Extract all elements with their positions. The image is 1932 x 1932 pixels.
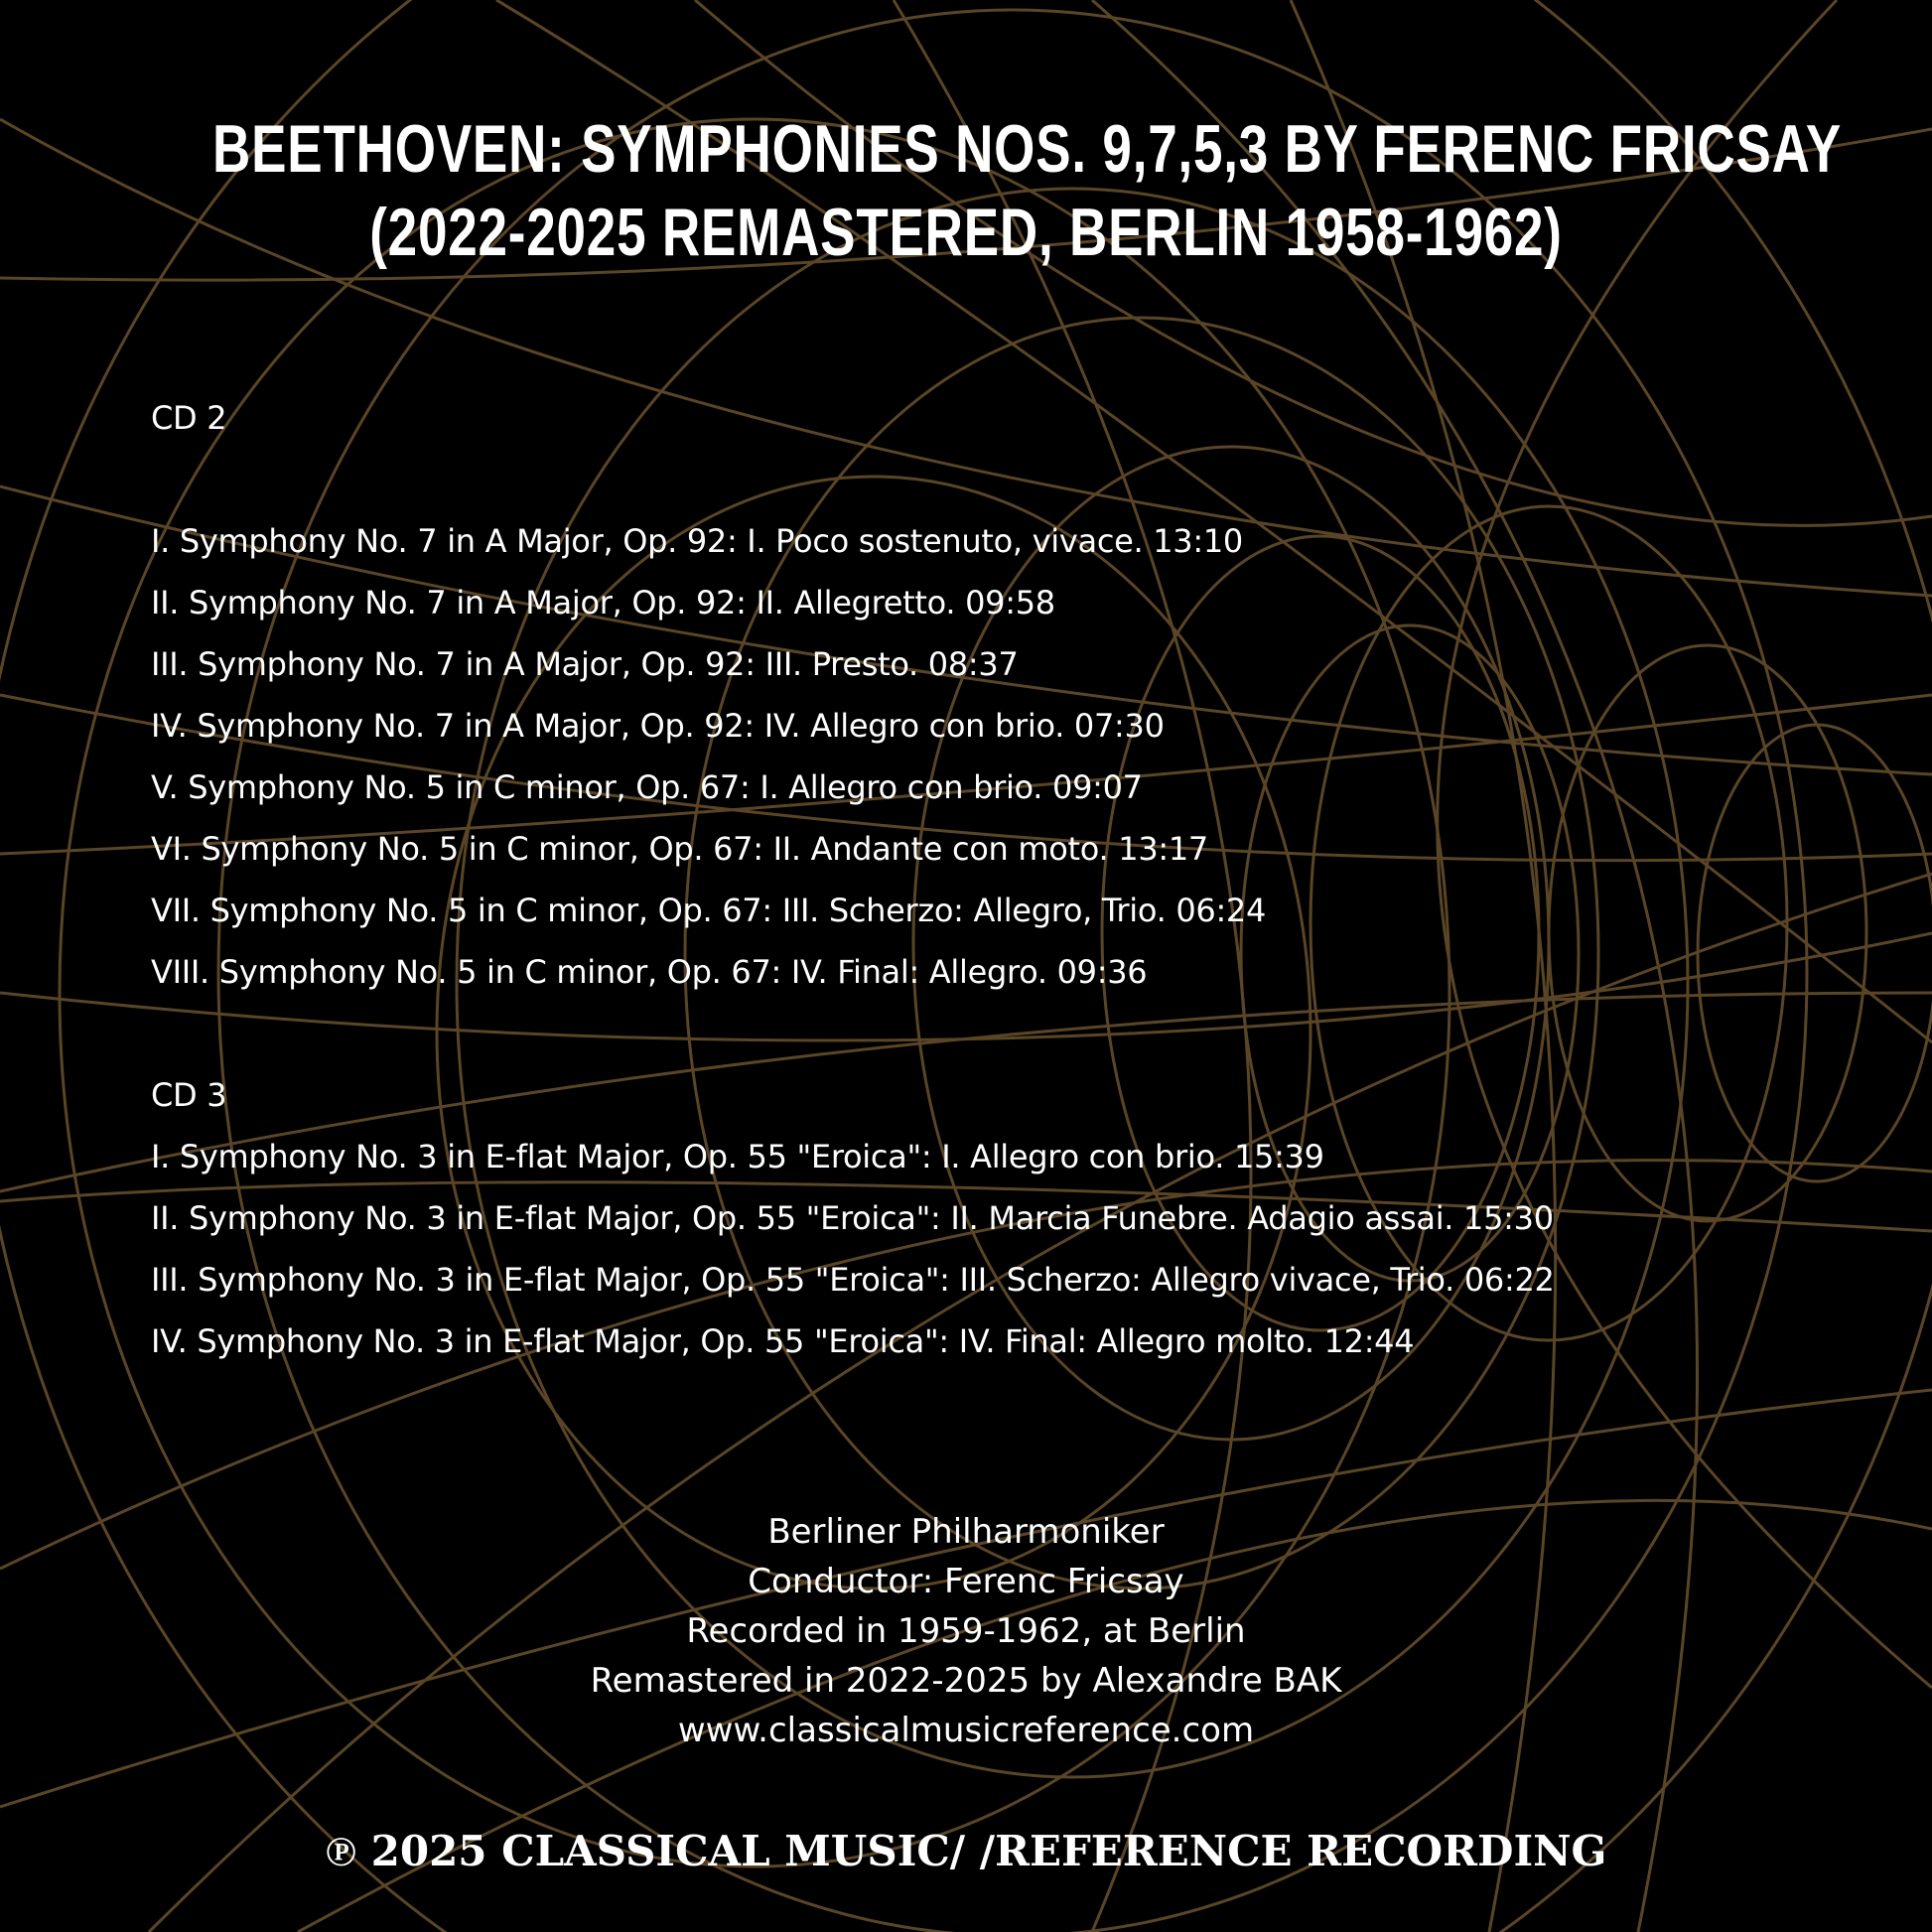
cd2-heading: CD 2 (151, 399, 227, 437)
cd3-heading: CD 3 (151, 1076, 227, 1114)
track-item: I. Symphony No. 3 in E-flat Major, Op. 55 "Eroica": I. Allegro con brio. 15:39 (151, 1138, 1324, 1175)
album-title-line-1: BEETHOVEN: SYMPHONIES NOS. 9,7,5,3 BY FERENC FRICSAY (212, 111, 1843, 187)
track-item: III. Symphony No. 7 in A Major, Op. 92: III. Presto. 08:37 (151, 645, 1019, 683)
track-item: I. Symphony No. 7 in A Major, Op. 92: I. Poco sostenuto, vivace. 13:10 (151, 522, 1243, 560)
track-item: III. Symphony No. 3 in E-flat Major, Op. 55 "Eroica": III. Scherzo: Allegro vivace, Trio. 06:22 (151, 1261, 1555, 1299)
remaster-info: Remastered in 2022-2025 by Alexandre BAK (590, 1661, 1342, 1701)
album-title (212, 107, 1843, 274)
conductor-credit: Conductor: Ferenc Fricsay (748, 1562, 1184, 1601)
copyright-notice: ℗ 2025 CLASSICAL MUSIC/ /REFERENCE RECORDING (325, 1827, 1607, 1875)
track-item: II. Symphony No. 7 in A Major, Op. 92: II. Allegretto. 09:58 (151, 584, 1055, 621)
track-item: IV. Symphony No. 3 in E-flat Major, Op. 55 "Eroica": IV. Final: Allegro molto. 12:44 (151, 1322, 1415, 1360)
track-item: VIII. Symphony No. 5 in C minor, Op. 67: IV. Final: Allegro. 09:36 (151, 953, 1148, 991)
tracklist (151, 395, 1898, 1380)
track-item: II. Symphony No. 3 in E-flat Major, Op. 55 "Eroica": II. Marcia Funebre. Adagio assai. 15:30 (151, 1199, 1554, 1237)
recording-info: Recorded in 1959-1962, at Berlin (686, 1611, 1246, 1651)
track-item: VI. Symphony No. 5 in C minor, Op. 67: II. Andante con moto. 13:17 (151, 830, 1208, 868)
website-link[interactable]: www.classicalmusicreference.com (677, 1711, 1255, 1750)
track-item: IV. Symphony No. 7 in A Major, Op. 92: IV. Allegro con brio. 07:30 (151, 707, 1165, 745)
spacer (151, 457, 1898, 518)
orchestra-name: Berliner Philharmoniker (767, 1512, 1165, 1552)
credits (0, 1507, 1932, 1755)
album-title-line-2: (2022-2025 REMASTERED, BERLIN 1958-1962) (369, 195, 1563, 270)
track-item: VII. Symphony No. 5 in C minor, Op. 67: III. Scherzo: Allegro, Trio. 06:24 (151, 892, 1267, 929)
spacer (151, 1011, 1898, 1072)
track-item: V. Symphony No. 5 in C minor, Op. 67: I. Allegro con brio. 09:07 (151, 768, 1143, 806)
